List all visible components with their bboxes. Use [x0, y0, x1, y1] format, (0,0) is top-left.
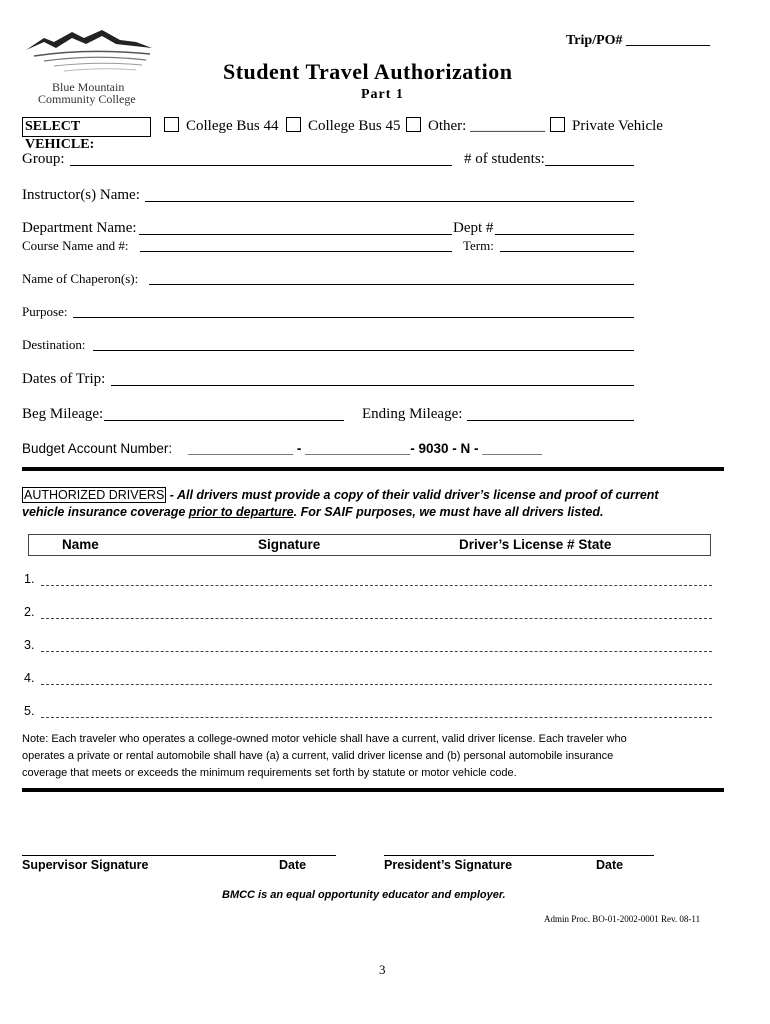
dept-num-field[interactable]: [495, 234, 634, 235]
dept-num-label: Dept #: [453, 220, 494, 236]
driver-row-number: 5.: [24, 704, 35, 718]
college-bus-45-checkbox[interactable]: [286, 117, 301, 132]
drivers-instruction-2b: prior to departure: [188, 505, 294, 519]
destination-field[interactable]: [93, 350, 634, 351]
destination-label: Destination:: [22, 337, 86, 352]
president-signature-label: President’s Signature: [384, 858, 513, 872]
purpose-label: Purpose:: [22, 304, 68, 319]
note-line-1: Note: Each traveler who operates a college-owned motor vehicle shall have a current, valid driver license. Each traveler who: [22, 733, 627, 745]
num-students-field[interactable]: [545, 165, 634, 166]
mountain-logo-icon: [24, 28, 154, 78]
budget-account-label: Budget Account Number:: [22, 441, 173, 456]
note-line-2: operates a private or rental automobile shall have (a) a current, valid driver license and (b) personal automobile insurance: [22, 750, 614, 762]
driver-row-number: 4.: [24, 671, 35, 685]
driver-row-number: 2.: [24, 605, 35, 619]
group-field[interactable]: [70, 165, 452, 166]
driver-row-number: 1.: [24, 572, 35, 586]
driver-row-2-field[interactable]: [41, 618, 712, 619]
course-label: Course Name and #:: [22, 238, 129, 253]
driver-row-1-field[interactable]: [41, 585, 712, 586]
college-bus-44-label: College Bus 44: [186, 118, 279, 134]
col-signature-header: Signature: [258, 537, 321, 552]
beg-mileage-label: Beg Mileage:: [22, 406, 104, 422]
group-label: Group:: [22, 151, 65, 167]
ending-mileage-label: Ending Mileage:: [362, 406, 463, 422]
drivers-instruction-2c: . For SAIF purposes, we must have all drivers listed.: [293, 505, 604, 519]
chaperon-label: Name of Chaperon(s):: [22, 271, 139, 286]
term-field[interactable]: [500, 251, 634, 252]
budget-account-field[interactable]: ______________ - ______________- 9030 - N - ________: [188, 441, 543, 456]
college-bus-44-checkbox[interactable]: [164, 117, 179, 132]
purpose-field[interactable]: [73, 317, 634, 318]
driver-row-number: 3.: [24, 638, 35, 652]
chaperon-field[interactable]: [149, 284, 634, 285]
drivers-table-header: [28, 534, 711, 556]
select-vehicle-label: SELECT VEHICLE:: [22, 117, 151, 137]
department-label: Department Name:: [22, 220, 137, 236]
beg-mileage-field[interactable]: [104, 420, 344, 421]
driver-row-5-field[interactable]: [41, 717, 712, 718]
num-students-label: # of students:: [464, 151, 545, 167]
logo-line-2: Community College: [38, 92, 136, 106]
authorized-drivers-heading: AUTHORIZED DRIVERS: [24, 488, 165, 502]
other-vehicle-checkbox[interactable]: [406, 117, 421, 132]
dates-label: Dates of Trip:: [22, 371, 106, 387]
president-signature-field[interactable]: [384, 855, 654, 856]
col-license-header: Driver’s License # State: [459, 537, 612, 552]
private-vehicle-checkbox[interactable]: [550, 117, 565, 132]
part-label: Part 1: [361, 87, 404, 102]
private-vehicle-label: Private Vehicle: [572, 118, 663, 134]
college-bus-45-label: College Bus 45: [308, 118, 401, 134]
eeo-statement: BMCC is an equal opportunity educator and employer.: [222, 889, 506, 901]
driver-row-4-field[interactable]: [41, 684, 712, 685]
other-vehicle-label: Other: __________: [428, 118, 546, 134]
ending-mileage-field[interactable]: [467, 420, 634, 421]
president-date-label: Date: [596, 858, 624, 872]
trip-po-field[interactable]: Trip/PO# ____________: [566, 33, 711, 48]
drivers-instruction-1: All drivers must provide a copy of their valid driver’s license and proof of current: [176, 488, 659, 502]
instructors-label: Instructor(s) Name:: [22, 187, 140, 203]
page-title: Student Travel Authorization: [223, 59, 513, 84]
dates-field[interactable]: [111, 385, 634, 386]
term-label: Term:: [463, 238, 494, 253]
department-field[interactable]: [139, 234, 452, 235]
logo-line-1: Blue Mountain: [52, 80, 125, 94]
college-logo: [24, 28, 154, 108]
page-number: 3: [379, 962, 386, 977]
supervisor-signature-label: Supervisor Signature: [22, 858, 149, 872]
col-name-header: Name: [62, 537, 99, 552]
drivers-instruction-2a: vehicle insurance coverage: [22, 505, 189, 519]
note-line-3: coverage that meets or exceeds the minimum requirements set forth by statute or motor vehicle code.: [22, 767, 517, 779]
supervisor-date-label: Date: [279, 858, 307, 872]
course-field[interactable]: [140, 251, 452, 252]
admin-procedure-ref: Admin Proc. BO-01-2002-0001 Rev. 08-11: [544, 914, 701, 924]
section-divider: [22, 467, 724, 471]
drivers-separator: -: [166, 488, 177, 502]
section-divider: [22, 788, 724, 792]
insurance-note: [22, 731, 732, 782]
drivers-instructions: [22, 487, 724, 521]
instructors-field[interactable]: [145, 201, 634, 202]
driver-row-3-field[interactable]: [41, 651, 712, 652]
supervisor-signature-field[interactable]: [22, 855, 336, 856]
